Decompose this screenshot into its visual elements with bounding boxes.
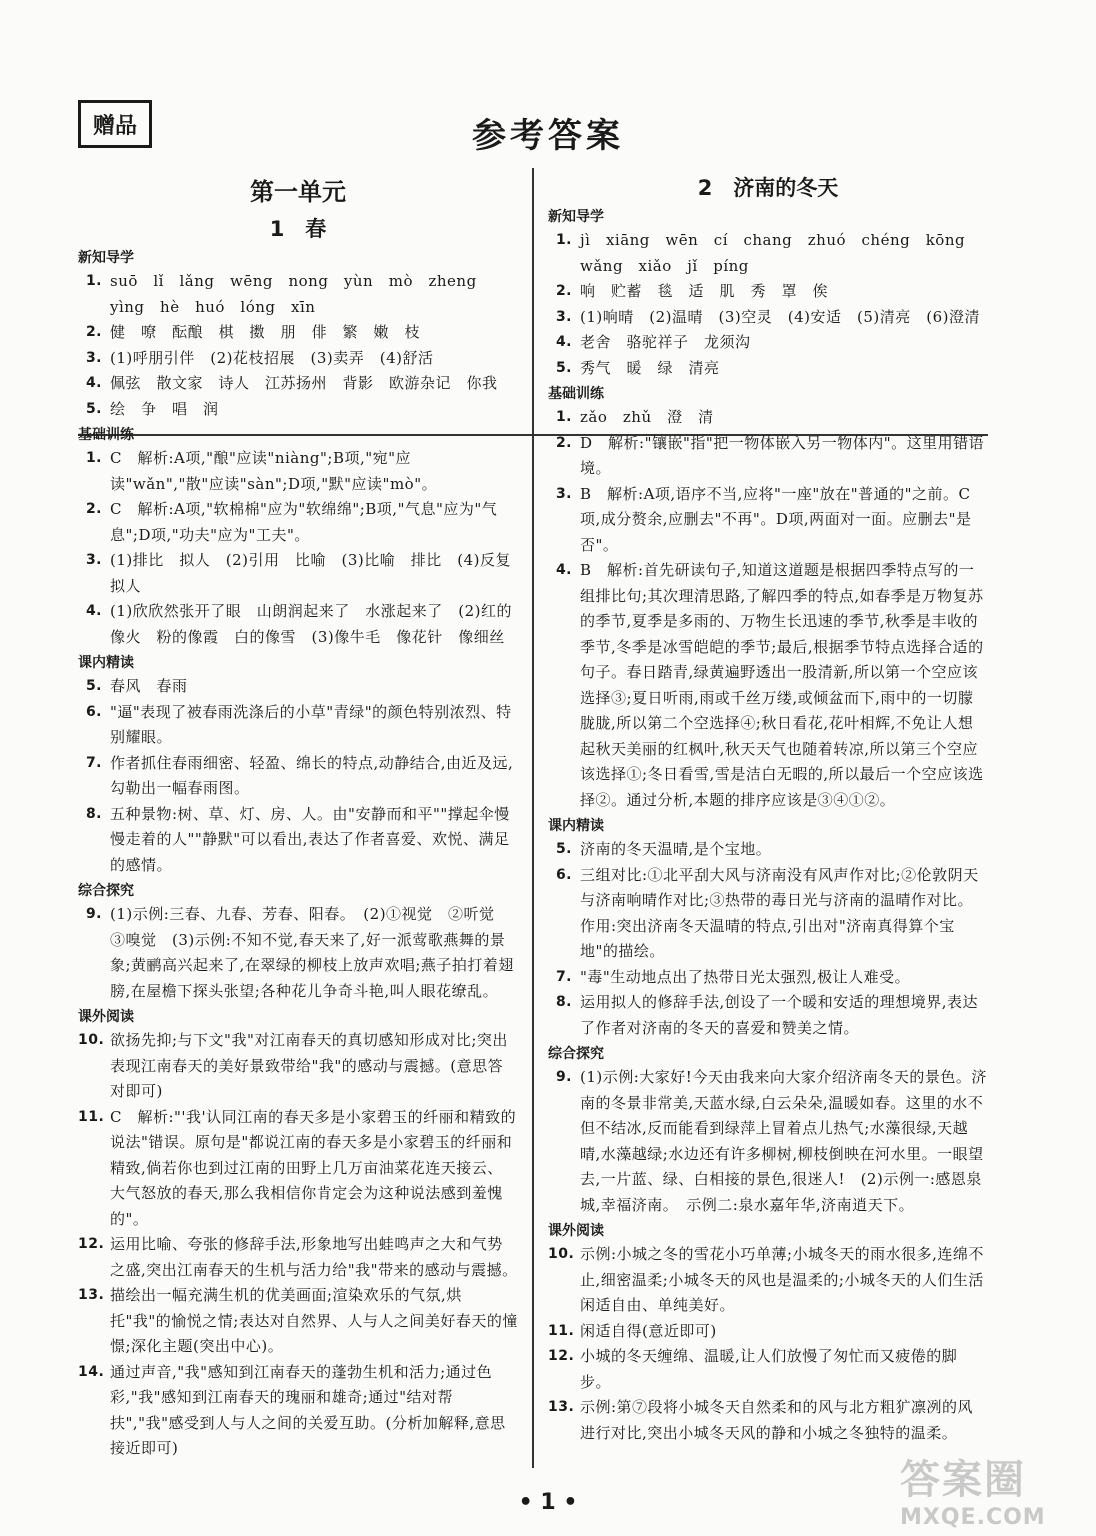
section-heading: 综合探究: [548, 1046, 604, 1062]
answer-text: B 解析:首先研读句子,知道这道题是根据四季特点写的一组排比句;其次理清思路,了解四季的特点,如春季是万物复苏的季节,夏季是多雨的、万物生长迅速的季节,秋季是丰收的季节,冬季是冰雪皑皑的季节;最后,根据季节特点选择合适的句子。春日踏青,绿黄遍野透出一股清新,所以第一个空应该选择③;夏日听雨,雨或千丝万缕,或倾盆而下,雨中的一切朦胧胧,所以第二个空选择④;秋日看花,花叶相辉,不免让人想起秋天美丽的红枫叶,秋天天气也随着转凉,所以第三个空应该选择①;冬日看雪,雪是洁白无暇的,所以最后一个空应该选择②。通过分析,本题的排序应该是③④①②。: [580, 561, 984, 809]
answer-item: [548, 1242, 988, 1319]
answer-number: 1.: [85, 450, 102, 466]
answer-item: [548, 330, 988, 356]
answer-text: 秀气 暖 绿 清亮: [580, 358, 720, 377]
lesson-title-1: 1 春: [269, 217, 327, 241]
answer-text: 佩弦 散文家 诗人 江苏扬州 背影 欧游杂记 你我: [110, 374, 498, 392]
answer-item: [78, 446, 518, 497]
answer-text: jì xiāng wēn cí chang zhuó chéng kōng wǎng xiǎo jǐ píng: [580, 231, 981, 275]
answer-item: [548, 965, 988, 991]
answer-number: 9.: [555, 1069, 572, 1085]
answer-number: 7.: [555, 968, 572, 985]
answer-number: 5.: [555, 841, 572, 857]
answer-text: suō lǐ lǎng wēng nong yùn mò zheng yìng hè huó lóng xīn: [110, 272, 493, 316]
answer-item: [78, 548, 527, 599]
answer-item: [548, 837, 988, 863]
answer-text: C 解析:"'我'认同江南的春天多是小家碧玉的纤丽和精致的说法"错误。原句是"都说江南的春天多是小家碧玉的纤丽和精致,倘若你也到过江南的田野上几万亩油菜花连天接云、大气怒放的春天,那么我相信你肯定会为这种说法感到羞愧的"。: [110, 1107, 517, 1228]
answer-number: 12.: [78, 1236, 105, 1252]
answer-text: (1)示例:三春、九春、芳春、阳春。 (2)①视觉 ②听觉 ③嗅觉 (3)示例:不知不觉,春天来了,好一派莺歌燕舞的景象;黄鹂高兴起来了,在翠绿的柳枝上放声欢唱;燕子拍打着翅膀,在屋檐下探头张望;各种花儿争奇斗艳,叫人眼花缭乱。: [110, 905, 514, 1000]
answer-text: 老舍 骆驼祥子 龙须沟: [580, 333, 751, 351]
answer-number: 2.: [85, 324, 102, 340]
answer-text: (1)示例:大家好!今天由我来向大家介绍济南冬天的景色。济南的冬景非常美,天蓝水绿,白云朵朵,温暖如春。这里的水不但不结冰,反而能看到绿萍上冒着点儿热气;水藻很绿,天越晴,水藻越绿;水边还有许多柳树,柳枝倒映在河水里。一眼望去,一片蓝、绿、白相接的景色,很迷人! (2)示例一:感恩泉城,幸福济南。 示例二:泉水嘉年华,济南逍天下。: [580, 1068, 987, 1214]
answer-number: 4.: [85, 603, 102, 619]
answer-text: 春风 春雨: [110, 677, 188, 695]
answer-item: [78, 269, 518, 320]
answer-item: [78, 700, 518, 751]
answer-item: [548, 990, 988, 1041]
answer-number: 3.: [555, 308, 572, 325]
column-divider: [532, 168, 534, 1468]
watermark-line1: 答案圈: [900, 1457, 1026, 1503]
answer-number: 5.: [555, 359, 572, 376]
lesson-title-2: 2 济南的冬天: [697, 176, 839, 200]
answer-number: 7.: [85, 754, 102, 771]
answer-item: [78, 497, 518, 548]
answer-text: (1)排比 拟人 (2)引用 比喻 (3)比喻 排比 (4)反复 拟人: [110, 551, 527, 595]
answer-text: B 解析:A项,语序不当,应将"一座"放在"普通的"之前。C项,成分赘余,应删去"不再"。D项,两面对一面。应删去"是否"。: [580, 484, 972, 554]
answer-item: [78, 599, 518, 650]
answer-number: 14.: [78, 1363, 105, 1380]
section-heading: 课外阅读: [548, 1223, 604, 1239]
answer-text: 示例:小城之冬的雪花小巧单薄;小城冬天的雨水很多,连绵不止,细密温柔;小城冬天的风也是温柔的;小城冬天的人们生活闲适自由、单纯美好。: [580, 1245, 984, 1314]
answer-number: 9.: [85, 906, 102, 922]
section-heading: 课内精读: [548, 818, 604, 834]
answer-text: 健 嘹 酝酿 棋 擞 朋 俳 繁 嫩 枝: [110, 323, 421, 341]
answer-text: D 解析:"镶嵌"指"把一物体嵌入另一物体内"。这里用错语境。: [580, 433, 985, 477]
answer-item: [548, 1065, 988, 1218]
answer-item: [548, 279, 988, 305]
answer-item: [78, 1028, 518, 1105]
answer-item: [78, 1105, 518, 1233]
answer-item: [548, 228, 988, 279]
answer-text: zǎo zhǔ 澄 清: [580, 408, 714, 426]
section-heading: 新知导学: [78, 250, 134, 266]
right-column: [548, 168, 988, 1446]
answer-item: [78, 397, 518, 423]
answer-item: [548, 558, 988, 813]
answer-number: 4.: [555, 334, 572, 350]
answer-text: (1)响晴 (2)温晴 (3)空灵 (4)安适 (5)清亮 (6)澄清: [580, 307, 980, 326]
left-column: [78, 168, 527, 1462]
page-title: 参考答案: [472, 116, 624, 156]
answer-text: 小城的冬天缠绵、温暖,让人们放慢了匆忙而又疲倦的脚步。: [580, 1347, 958, 1391]
answer-text: (1)呼朋引伴 (2)花枝招展 (3)卖弄 (4)舒活: [110, 348, 434, 367]
answer-text: 欲扬先抑;与下文"我"对江南春天的真切感知形成对比;突出表现江南春天的美好景致带给"我"的感动与震撼。(意思答对即可): [110, 1031, 508, 1100]
answer-text: 运用比喻、夸张的修辞手法,形象地写出蛙鸣声之大和气势之盛,突出江南春天的生机与活力给"我"带来的感动与震撼。: [110, 1235, 518, 1279]
answer-text: 济南的冬天温晴,是个宝地。: [580, 840, 772, 858]
answer-item: [78, 674, 518, 700]
answer-number: 1.: [555, 232, 572, 248]
answer-number: 2.: [555, 434, 572, 451]
answer-item: [548, 863, 988, 965]
answer-item: [548, 431, 988, 482]
answer-number: 2.: [555, 283, 572, 299]
answer-number: 4.: [85, 375, 102, 391]
answer-number: 1.: [85, 273, 102, 289]
answer-item: [78, 1283, 518, 1360]
answer-number: 12.: [548, 1348, 575, 1364]
answer-text: 闲适自得(意近即可): [580, 1321, 717, 1340]
answer-number: 5.: [85, 400, 102, 417]
answer-number: 11.: [548, 1322, 575, 1339]
answer-item: [78, 371, 518, 397]
section-heading: 新知导学: [548, 209, 604, 225]
answer-item: [548, 1344, 988, 1395]
answer-text: C 解析:A项,"软棉棉"应为"软绵绵";B项,"气息"应为"气息";D项,"功夫"应为"工夫"。: [110, 500, 498, 544]
answer-item: [78, 320, 518, 346]
answer-number: 3.: [555, 485, 572, 502]
answer-item: [78, 802, 518, 879]
watermark-line2: MXQE.COM: [900, 1505, 1046, 1530]
section-heading: 基础训练: [78, 427, 134, 443]
answer-text: 三组对比:①北平刮大风与济南没有风声作对比;②伦敦阴天与济南响晴作对比;③热带的毒日光与济南的温晴作对比。作用:突出济南冬天温晴的特点,引出对"济南真得算个宝地"的描绘。: [580, 865, 979, 960]
answer-text: 响 贮蓄 毯 适 肌 秀 罩 俟: [580, 282, 829, 300]
left-sections: [78, 247, 527, 1462]
answer-text: "逼"表现了被春雨洗涤后的小草"青绿"的颜色特别浓烈、特别耀眼。: [110, 702, 512, 746]
page-number: • 1 •: [518, 1490, 578, 1515]
section-heading: 课内精读: [78, 655, 134, 671]
answer-number: 13.: [548, 1399, 575, 1415]
answer-item: [78, 1360, 518, 1462]
section-heading: 综合探究: [78, 883, 134, 899]
answer-item: [548, 356, 988, 382]
answer-item: [548, 482, 988, 559]
answer-number: 1.: [555, 409, 572, 425]
answer-number: 6.: [555, 866, 572, 883]
answer-number: 5.: [85, 678, 102, 694]
answer-item: [548, 305, 988, 331]
answer-text: 绘 争 唱 润: [110, 399, 219, 418]
answer-item: [548, 1395, 988, 1446]
answer-text: 五种景物:树、草、灯、房、人。由"安静而和平""撑起伞慢慢走着的人""静默"可以看出,表达了作者喜爱、欢悦、满足的感情。: [110, 804, 510, 874]
answer-text: C 解析:A项,"酿"应读"niàng";B项,"宛"应读"wǎn","散"应读"sàn";D项,"默"应读"mò"。: [110, 449, 438, 493]
answer-item: [78, 1232, 518, 1283]
answer-item: [78, 751, 518, 802]
answer-number: 13.: [78, 1287, 105, 1303]
answer-number: 2.: [85, 501, 102, 517]
unit-title: 第一单元: [250, 178, 346, 206]
answer-number: 3.: [85, 349, 102, 366]
answer-text: 运用拟人的修辞手法,创设了一个暖和安适的理想境界,表达了作者对济南的冬天的喜爱和赞美之情。: [580, 993, 979, 1037]
answer-number: 6.: [85, 703, 102, 720]
answer-number: 10.: [548, 1246, 575, 1262]
section-heading: 课外阅读: [78, 1009, 134, 1025]
answer-item: [548, 1319, 988, 1345]
answer-text: 示例:第⑦段将小城冬天自然柔和的风与北方粗犷凛冽的风进行对比,突出小城冬天风的静和小城之冬独特的温柔。: [580, 1398, 974, 1442]
gift-label-box: 赠品: [78, 100, 152, 148]
answer-number: 3.: [85, 552, 102, 568]
answer-number: 8.: [555, 994, 572, 1010]
answer-item: [78, 902, 518, 1004]
answer-number: 4.: [555, 562, 572, 578]
right-sections: [548, 206, 988, 1446]
answer-item: [78, 346, 518, 372]
watermark-logo: [900, 1448, 1090, 1528]
answer-text: 描绘出一幅充满生机的优美画面;渲染欢乐的气氛,烘托"我"的愉悦之情;表达对自然界、人与人之间美好春天的憧憬;深化主题(突出中心)。: [110, 1286, 518, 1355]
answer-text: "毒"生动地点出了热带日光太强烈,极让人难受。: [580, 967, 911, 986]
section-heading: 基础训练: [548, 386, 604, 402]
answer-number: 11.: [78, 1108, 105, 1125]
answer-item: [548, 405, 988, 431]
answer-text: 作者抓住春雨细密、轻盈、绵长的特点,动静结合,由近及远,勾勒出一幅春雨图。: [110, 753, 514, 797]
answer-text: (1)欣欣然张开了眼 山朗润起来了 水涨起来了 (2)红的像火 粉的像霞 白的像雪 (3)像牛毛 像花针 像细丝: [110, 602, 512, 646]
answer-number: 10.: [78, 1032, 105, 1048]
answer-text: 通过声音,"我"感知到江南春天的蓬勃生机和活力;通过色彩,"我"感知到江南春天的瑰丽和雄奇;通过"结对帮扶","我"感受到人与人之间的关爱互助。(分析加解释,意思接近即可): [110, 1362, 506, 1457]
answer-number: 8.: [85, 805, 102, 822]
